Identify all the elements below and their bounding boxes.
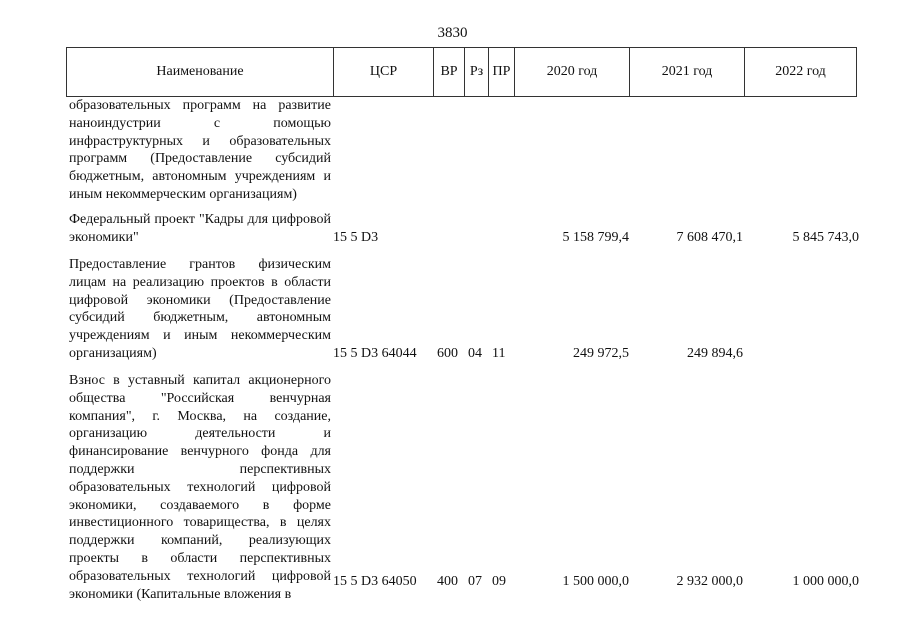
page-number: 3830 xyxy=(437,25,468,41)
row-federal-project-2020: 5 158 799,4 xyxy=(562,230,629,245)
row-capital-2021: 2 932 000,0 xyxy=(676,574,743,589)
row-capital-text: Взнос в уставный капитал акционерного общества "Российская венчурная компания", г. Москва, на создание, организацию деятельности и финансирование венчурного фонда для поддержки перспективных образовательных технологий цифровой экономики, создаваемого в форме инвестиционного товарищества, в целях поддержки компаний, реализующих проекты в области перспективных образовательных технологий цифровой экономики (Капитальные вложения в xyxy=(69,373,331,602)
row-federal-project-2021: 7 608 470,1 xyxy=(676,230,743,245)
row-grants-text: Предоставление грантов физическим лицам на реализацию проектов в области цифровой экономики (Предоставление субсидий бюджетным, автономным учреждениям и иным некоммерческим организациям) xyxy=(69,257,331,361)
table-header xyxy=(66,47,857,97)
row-federal-project-2022: 5 845 743,0 xyxy=(792,230,859,245)
row-continuation-text: образовательных программ на развитие наноиндустрии с помощью инфраструктурных и образовательных программ (Предоставление субсидий бюджетным, автономным учреждениям и иным некоммерческим организациям) xyxy=(69,98,331,202)
row-capital-pr: 09 xyxy=(492,574,506,589)
row-grants-csr: 15 5 D3 64044 xyxy=(333,346,417,361)
header-2022: 2022 год xyxy=(744,48,856,96)
row-grants-2021: 249 894,6 xyxy=(687,346,743,361)
header-pr: ПР xyxy=(488,48,514,96)
row-capital-csr: 15 5 D3 64050 xyxy=(333,574,417,589)
row-grants-2020: 249 972,5 xyxy=(573,346,629,361)
row-grants-pr: 11 xyxy=(492,346,506,361)
row-federal-project-csr: 15 5 D3 xyxy=(333,230,379,245)
row-capital-rz: 07 xyxy=(468,574,482,589)
row-capital-2022: 1 000 000,0 xyxy=(792,574,859,589)
header-2021: 2021 год xyxy=(629,48,744,96)
header-csr: ЦСР xyxy=(333,48,433,96)
row-grants-rz: 04 xyxy=(468,346,482,361)
header-2020: 2020 год xyxy=(514,48,629,96)
header-vr: ВР xyxy=(433,48,464,96)
row-capital-vr: 400 xyxy=(437,574,458,589)
header-name: Наименование xyxy=(156,64,244,79)
row-grants-vr: 600 xyxy=(437,346,458,361)
row-capital-2020: 1 500 000,0 xyxy=(562,574,629,589)
header-rz: Рз xyxy=(464,48,488,96)
row-federal-project-text: Федеральный проект "Кадры для цифровой экономики" xyxy=(69,212,331,245)
